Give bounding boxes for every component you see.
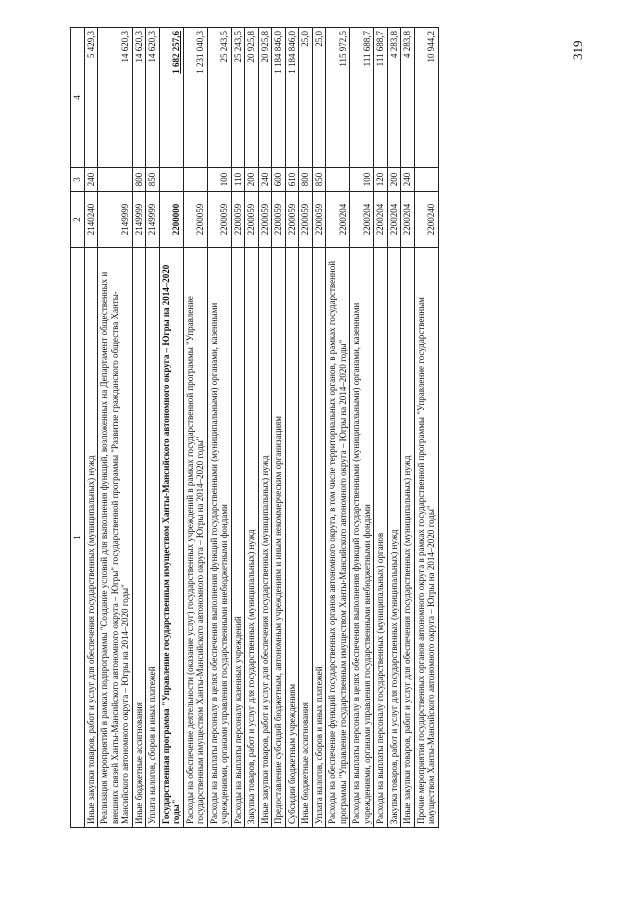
table-row xyxy=(132,28,146,828)
table-row xyxy=(245,28,259,828)
table-row xyxy=(387,28,401,828)
row-name: Расходы на выплаты персоналу государственных (муниципальных) органов xyxy=(374,248,388,828)
row-target-code: 2200059 xyxy=(245,192,259,248)
row-name: Расходы на выплаты персоналу в целях обеспечения выполнения функций государственными (муниципальными) органами, казенными учреждениями, органами управления государственными внебюджетными фондами xyxy=(350,248,374,828)
row-name: Иные закупки товаров, работ и услуг для обеспечения государственных (муниципальных) нужд xyxy=(258,248,272,828)
header-col-1: 1 xyxy=(71,248,85,828)
header-col-4: 4 xyxy=(71,28,85,168)
row-expense-type: 800 xyxy=(132,168,146,192)
row-amount: 25,0 xyxy=(312,28,326,168)
table-row xyxy=(312,28,326,828)
table-row xyxy=(146,28,160,828)
row-amount: 14 620,3 xyxy=(98,28,133,168)
row-name: Закупка товаров, работ и услуг для государственных (муниципальных) нужд xyxy=(245,248,259,828)
row-target-code: 2200059 xyxy=(258,192,272,248)
row-name: Субсидии бюджетным учреждениям xyxy=(285,248,299,828)
row-expense-type: 110 xyxy=(231,168,245,192)
budget-table xyxy=(70,27,439,828)
row-name: Расходы на выплаты персоналу казенных учреждений xyxy=(231,248,245,828)
row-expense-type xyxy=(183,168,207,192)
row-amount: 1 682 257,6 xyxy=(159,28,183,168)
row-amount: 25 243,5 xyxy=(231,28,245,168)
row-target-code: 2200204 xyxy=(387,192,401,248)
table-row xyxy=(98,28,133,828)
row-expense-type xyxy=(98,168,133,192)
row-amount: 111 688,7 xyxy=(374,28,388,168)
table-row xyxy=(374,28,388,828)
row-target-code: 2200059 xyxy=(231,192,245,248)
row-amount: 1 231 040,3 xyxy=(183,28,207,168)
row-target-code: 2149999 xyxy=(132,192,146,248)
row-amount: 5 429,3 xyxy=(84,28,98,168)
row-name: Уплата налогов, сборов и иных платежей xyxy=(312,248,326,828)
row-name: Расходы на обеспечение функций государственных органов автономного округа, в том числе территориальных органов, в рамках государственной программы "Управление государственным имуществом Ханты-Мансийского автономного округа – Югры на 2014–2020 годы" xyxy=(326,248,350,828)
row-expense-type xyxy=(326,168,350,192)
row-amount: 25,0 xyxy=(299,28,313,168)
row-target-code: 2200204 xyxy=(326,192,350,248)
table-row xyxy=(350,28,374,828)
row-expense-type: 120 xyxy=(374,168,388,192)
row-name: Реализация мероприятий в рамках подпрограммы "Создание условий для выполнения функций, возложенных на Департамент общественных и внешних связей Ханты-Мансийского автономного округа – Югры" государственной программы "Развитие гражданского общества Ханты-Мансийского автономного округа – Югры на 2014–2020 годы" xyxy=(98,248,133,828)
table-row xyxy=(299,28,313,828)
row-target-code: 2200204 xyxy=(350,192,374,248)
table-row xyxy=(207,28,231,828)
row-amount: 115 972,5 xyxy=(326,28,350,168)
row-amount: 1 184 846,0 xyxy=(285,28,299,168)
table-body xyxy=(84,28,438,828)
row-target-code: 2200204 xyxy=(401,192,415,248)
row-name: Закупка товаров, работ и услуг для государственных (муниципальных) нужд xyxy=(387,248,401,828)
row-amount: 20 925,8 xyxy=(245,28,259,168)
row-amount: 111 688,7 xyxy=(350,28,374,168)
rotated-page xyxy=(70,28,630,828)
row-expense-type: 200 xyxy=(387,168,401,192)
row-amount: 14 620,3 xyxy=(132,28,146,168)
row-name: Уплата налогов, сборов и иных платежей xyxy=(146,248,160,828)
row-name: Иные бюджетные ассигнования xyxy=(132,248,146,828)
row-target-code: 2200059 xyxy=(285,192,299,248)
row-expense-type: 850 xyxy=(312,168,326,192)
row-amount: 20 925,8 xyxy=(258,28,272,168)
table-row xyxy=(272,28,286,828)
row-expense-type: 610 xyxy=(285,168,299,192)
row-target-code: 2200000 xyxy=(159,192,183,248)
table-row xyxy=(183,28,207,828)
row-expense-type: 600 xyxy=(272,168,286,192)
row-expense-type: 240 xyxy=(401,168,415,192)
row-name: Государственная программа "Управление государственным имуществом Ханты-Мансийского автономного округа – Югры на 2014–2020 годы" xyxy=(159,248,183,828)
row-name: Расходы на выплаты персоналу в целях обеспечения выполнения функций государственными (муниципальными) органами, казенными учреждениями, органами управления государственными внебюджетными фондами xyxy=(207,248,231,828)
row-expense-type xyxy=(414,168,438,192)
header-col-2: 2 xyxy=(71,192,85,248)
table-row xyxy=(258,28,272,828)
row-target-code: 2149999 xyxy=(98,192,133,248)
row-target-code: 2200059 xyxy=(299,192,313,248)
row-name: Иные закупки товаров, работ и услуг для обеспечения государственных (муниципальных) нужд xyxy=(401,248,415,828)
row-amount: 25 243,5 xyxy=(207,28,231,168)
row-target-code: 2200059 xyxy=(312,192,326,248)
row-target-code: 2200059 xyxy=(183,192,207,248)
row-target-code: 2200059 xyxy=(272,192,286,248)
table-row xyxy=(401,28,415,828)
row-expense-type: 200 xyxy=(245,168,259,192)
table-row xyxy=(159,28,183,828)
row-expense-type: 240 xyxy=(84,168,98,192)
row-amount: 14 620,3 xyxy=(146,28,160,168)
row-expense-type: 850 xyxy=(146,168,160,192)
row-name: Предоставление субсидий бюджетным, автономным учреждениям и иным некоммерческим организациям xyxy=(272,248,286,828)
row-amount: 4 283,8 xyxy=(401,28,415,168)
row-expense-type: 100 xyxy=(207,168,231,192)
row-target-code: 2149999 xyxy=(146,192,160,248)
row-expense-type xyxy=(159,168,183,192)
row-name: Иные закупки товаров, работ и услуг для обеспечения государственных (муниципальных) нужд xyxy=(84,248,98,828)
table-row xyxy=(231,28,245,828)
row-amount: 1 184 846,0 xyxy=(272,28,286,168)
row-amount: 4 283,8 xyxy=(387,28,401,168)
page-number: 319 xyxy=(570,40,585,60)
table-row xyxy=(326,28,350,828)
row-expense-type: 800 xyxy=(299,168,313,192)
row-amount: 10 944,2 xyxy=(414,28,438,168)
row-name: Иные бюджетные ассигнования xyxy=(299,248,313,828)
row-expense-type: 240 xyxy=(258,168,272,192)
row-expense-type: 100 xyxy=(350,168,374,192)
row-name: Прочие мероприятия государственных органов автономного округа в рамках государственной программы "Управление государственным имуществом Ханты-Мансийского автономного округа – Югры на 2014–2020 годы" xyxy=(414,248,438,828)
row-target-code: 2140240 xyxy=(84,192,98,248)
table-row xyxy=(414,28,438,828)
table-row xyxy=(84,28,98,828)
row-target-code: 2200059 xyxy=(207,192,231,248)
table-row xyxy=(285,28,299,828)
table-header-row xyxy=(71,28,85,828)
row-target-code: 2200240 xyxy=(414,192,438,248)
header-col-3: 3 xyxy=(71,168,85,192)
row-target-code: 2200204 xyxy=(374,192,388,248)
row-name: Расходы на обеспечение деятельности (оказание услуг) государственных учреждений в рамках государственной программы "Управление государственным имуществом Ханты-Мансийского автономного округа – Югры на 2014–2020 годы" xyxy=(183,248,207,828)
